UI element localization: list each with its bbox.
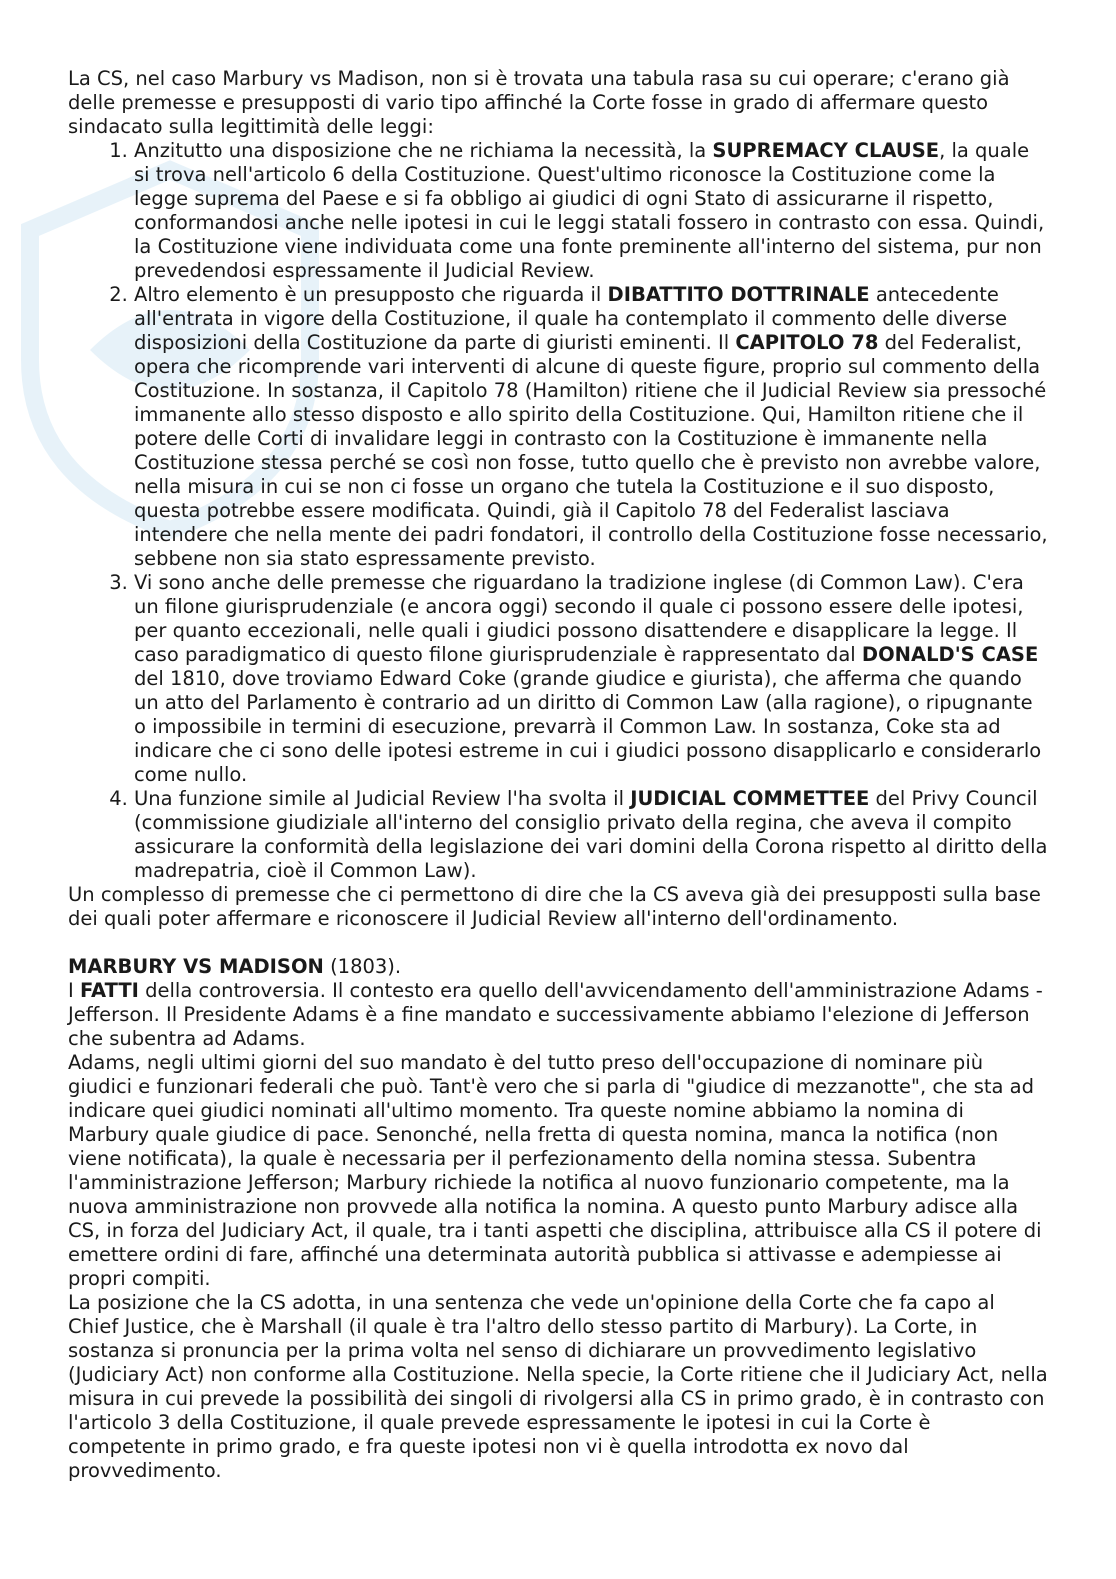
facts-paragraph: I FATTI della controversia. Il contesto era quello dell'avvicendamento dell'amministrazione Adams - Jefferson. Il Presidente Adams è a fine mandato e successivamente abbiamo l'elezione di Jefferson che subentra ad Adams. bbox=[68, 979, 1043, 1050]
section-heading: MARBURY VS MADISON (1803). bbox=[68, 955, 402, 978]
document-page bbox=[68, 67, 1048, 1483]
list-item: 4. Una funzione simile al Judicial Review l'ha svolta il JUDICIAL COMMETTEE del Privy Council (commissione giudiziale all'interno del consiglio privato della regina, che aveva il compito assicurare la conformità della legislazione dei vari domini della Corona rispetto al diritto della madrepatria, cioè il Common Law). bbox=[134, 787, 1048, 883]
intro-paragraph: La CS, nel caso Marbury vs Madison, non si è trovata una tabula rasa su cui operare; c'erano già delle premesse e presupposti di vario tipo affinché la Corte fosse in grado di affermare questo sindacato sulla legittimità delle leggi: bbox=[68, 67, 1010, 138]
list-item: 3. Vi sono anche delle premesse che riguardano la tradizione inglese (di Common Law). C'era un filone giurisprudenziale (e ancora oggi) secondo il quale ci possono essere delle ipotesi, per quanto eccezionali, nelle quali i giudici possono disattendere e disapplicare la legge. Il caso paradigmatico di questo filone giurisprudenziale è rappresentato dal DONALD'S CASE del 1810, dove troviamo Edward Coke (grande giudice e giurista), che afferma che quando un atto del Parlamento è contrario ad un diritto di Common Law (alla ragione), o ripugnante o impossibile in termini di esecuzione, prevarrà il Common Law. In sostanza, Coke sta ad indicare che ci sono delle ipotesi estreme in cui i giudici possono disapplicarlo e considerarlo come nullo. bbox=[134, 571, 1048, 787]
body-paragraph: Adams, negli ultimi giorni del suo mandato è del tutto preso dell'occupazione di nominare più giudici e funzionari federali che può. Tant'è vero che si parla di "giudice di mezzanotte", che sta ad indicare quei giudici nominati all'ultimo momento. Tra queste nomine abbiamo la nomina di Marbury quale giudice di pace. Senonché, nella fretta di questa nomina, manca la notifica (non viene notificata), la quale è necessaria per il perfezionamento della nomina stessa. Subentra l'amministrazione Jefferson; Marbury richiede la notifica al nuovo funzionario competente, ma la nuova amministrazione non provvede alla notifica la nomina. A questo punto Marbury adisce alla CS, in forza del Judiciary Act, il quale, tra i tanti aspetti che disciplina, attribuisce alla CS il potere di emettere ordini di fare, affinché una determinata autorità pubblica si attivasse e adempiesse ai propri compiti. bbox=[68, 1051, 1042, 1290]
body-paragraph: La posizione che la CS adotta, in una sentenza che vede un'opinione della Corte che fa capo al Chief Justice, che è Marshall (il quale è tra l'altro dello stesso partito di Marbury). La Corte, in sostanza si pronuncia per la prima volta nel senso di dichiarare un provvedimento legislativo (Judiciary Act) non conforme alla Costituzione. Nella specie, la Corte ritiene che il Judiciary Act, nella misura in cui prevede la possibilità dei singoli di rivolgersi alla CS in primo grado, è in contrasto con l'articolo 3 della Costituzione, il quale prevede espressamente le ipotesi in cui la Corte è competente in primo grado, e fra queste ipotesi non vi è quella introdotta ex novo dal provvedimento. bbox=[68, 1291, 1048, 1482]
premises-list bbox=[68, 139, 1048, 883]
list-item: 1. Anzitutto una disposizione che ne richiama la necessità, la SUPREMACY CLAUSE, la quale si trova nell'articolo 6 della Costituzione. Quest'ultimo riconosce la Costituzione come la legge suprema del Paese e si fa obbligo ai giudici di ogni Stato di assicurarne il rispetto, conformandosi anche nelle ipotesi in cui le leggi statali fossero in contrasto con essa. Quindi, la Costituzione viene individuata come una fonte preminente all'interno del sistema, pur non prevedendosi espressamente il Judicial Review. bbox=[134, 139, 1048, 283]
conclusion-paragraph: Un complesso di premesse che ci permettono di dire che la CS aveva già dei presupposti sulla base dei quali poter affermare e riconoscere il Judicial Review all'interno dell'ordinamento. bbox=[68, 883, 1041, 930]
list-item: 2. Altro elemento è un presupposto che riguarda il DIBATTITO DOTTRINALE antecedente all'entrata in vigore della Costituzione, il quale ha contemplato il commento delle diverse disposizioni della Costituzione da parte di giuristi eminenti. Il CAPITOLO 78 del Federalist, opera che ricomprende vari interventi di alcune di queste figure, proprio sul commento della Costituzione. In sostanza, il Capitolo 78 (Hamilton) ritiene che il Judicial Review sia pressoché immanente allo stesso disposto e allo spirito della Costituzione. Qui, Hamilton ritiene che il potere delle Corti di invalidare leggi in contrasto con la Costituzione è immanente nella Costituzione stessa perché se così non fosse, tutto quello che è previsto non avrebbe valore, nella misura in cui se non ci fosse un organo che tutela la Costituzione e il suo disposto, questa potrebbe essere modificata. Quindi, già il Capitolo 78 del Federalist lasciava intendere che nella mente dei padri fondatori, il controllo della Costituzione fosse necessario, sebbene non sia stato espressamente previsto. bbox=[134, 283, 1048, 571]
